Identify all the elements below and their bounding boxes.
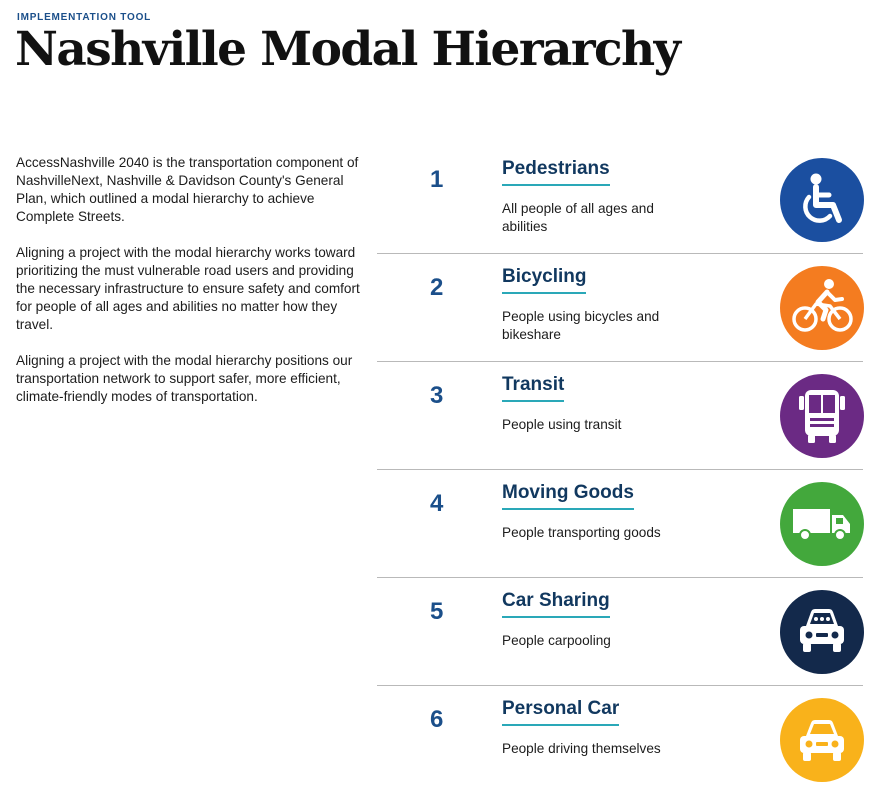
rank-number: 1 xyxy=(430,166,444,193)
rank-number: 6 xyxy=(430,706,444,733)
mode-description: All people of all ages and abilities xyxy=(502,201,654,234)
mode-name: Personal Car xyxy=(502,698,619,726)
hierarchy-row-personal-car xyxy=(377,686,863,793)
mode-name: Transit xyxy=(502,374,564,402)
car-icon xyxy=(780,698,864,782)
hierarchy-row-car-sharing xyxy=(377,578,863,686)
modal-hierarchy-list xyxy=(377,146,863,793)
mode-name: Pedestrians xyxy=(502,158,610,186)
mode-name: Bicycling xyxy=(502,266,586,294)
rank-number: 5 xyxy=(430,598,444,625)
mode-name: Moving Goods xyxy=(502,482,634,510)
intro-paragraph: Aligning a project with the modal hierarchy positions our transportation network to support safer, more efficient, climate-friendly modes of transportation. xyxy=(16,353,353,404)
intro-text xyxy=(16,154,366,424)
mode-description: People transporting goods xyxy=(502,525,661,540)
mode-description: People using bicycles and bikeshare xyxy=(502,309,660,342)
wheelchair-icon xyxy=(780,158,864,242)
hierarchy-row-bicycling xyxy=(377,254,863,362)
mode-name: Car Sharing xyxy=(502,590,610,618)
bicycle-icon xyxy=(780,266,864,350)
page-title: Nashville Modal Hierarchy xyxy=(15,22,680,77)
hierarchy-row-pedestrians xyxy=(377,146,863,254)
mode-description: People using transit xyxy=(502,417,622,432)
rank-number: 2 xyxy=(430,274,444,301)
mode-description: People carpooling xyxy=(502,633,611,648)
rank-number: 4 xyxy=(430,490,444,517)
eyebrow-label: IMPLEMENTATION TOOL xyxy=(17,12,152,23)
hierarchy-row-moving-goods xyxy=(377,470,863,578)
intro-paragraph: Aligning a project with the modal hierarchy works toward prioritizing the must vulnerable road users and providing the necessary infrastructure to ensure safety and comfort for people of all ages and abilities no matter how they travel. xyxy=(16,245,360,332)
truck-icon xyxy=(780,482,864,566)
carpool-icon xyxy=(780,590,864,674)
rank-number: 3 xyxy=(430,382,444,409)
bus-icon xyxy=(780,374,864,458)
intro-paragraph: AccessNashville 2040 is the transportation component of NashvilleNext, Nashville & Davidson County's General Plan, which outlined a modal hierarchy to achieve Complete Streets. xyxy=(16,155,359,224)
hierarchy-row-transit xyxy=(377,362,863,470)
mode-description: People driving themselves xyxy=(502,741,661,756)
